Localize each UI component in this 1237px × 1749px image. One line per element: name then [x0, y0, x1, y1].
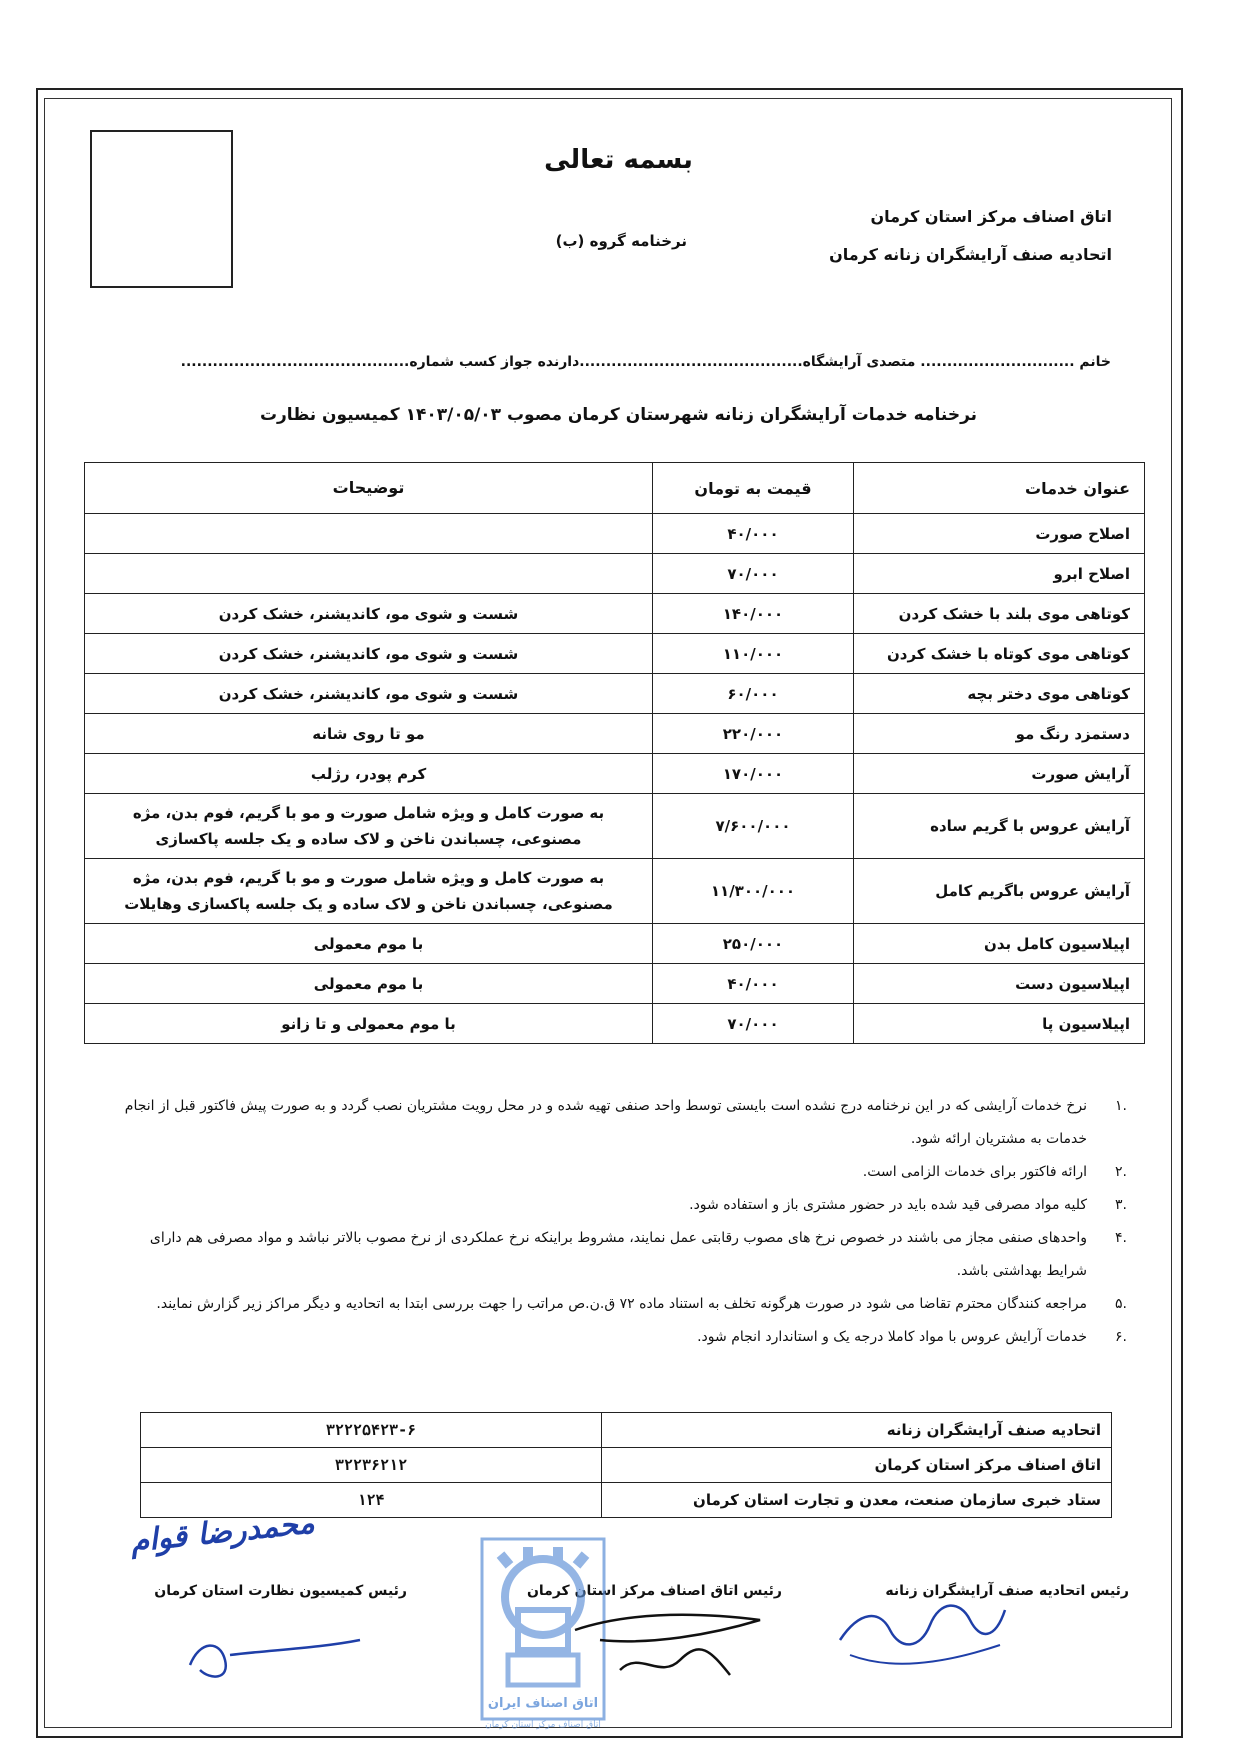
table-row — [85, 634, 1145, 674]
service-cell: اپیلاسیون کامل بدن — [854, 924, 1145, 964]
price-cell: ۴۰/۰۰۰ — [653, 514, 854, 554]
table-row — [85, 794, 1145, 859]
note-text: نرخ خدمات آرایشی که در این نرخنامه درج نشده است بایستی توسط واحد صنفی تهیه شده و در محل رویت مشتریان نصب گردد و به صورت پیش فاکتور قبل از انجام خدمات به مشتریان ارائه شود. — [124, 1098, 1087, 1147]
service-cell: آرایش صورت — [854, 754, 1145, 794]
service-cell: کوتاهی موی بلند با خشک کردن — [854, 594, 1145, 634]
table-row — [85, 859, 1145, 924]
list-item — [107, 1321, 1127, 1354]
price-cell: ۷۰/۰۰۰ — [653, 1004, 854, 1044]
list-item — [107, 1090, 1127, 1156]
price-cell: ۴۰/۰۰۰ — [653, 964, 854, 1004]
price-cell: ۱۱/۳۰۰/۰۰۰ — [653, 859, 854, 924]
note-text: مراجعه کنندگان محترم تقاضا می شود در صورت هرگونه تخلف به استناد ماده ۷۲ ق.ن.ص مراتب را جهت بررسی ابتدا به اتحادیه و دیگر مراکز زیر گزارش نمایند. — [156, 1296, 1087, 1312]
description-cell: با موم معمولی و تا زانو — [85, 1004, 653, 1044]
union-head-signature-icon — [820, 1570, 1020, 1680]
price-cell: ۱۴۰/۰۰۰ — [653, 594, 854, 634]
list-item — [107, 1222, 1127, 1288]
note-number: .۶ — [1115, 1329, 1127, 1345]
group-label: نرخنامه گروه (ب) — [555, 232, 687, 250]
contact-number: ۳۲۲۲۵۴۲۳-۶ — [141, 1413, 602, 1448]
list-item — [107, 1189, 1127, 1222]
description-cell: شست و شوی مو، کاندیشنر، خشک کردن — [85, 594, 653, 634]
stamp-text: اتاق اصناف ایران — [487, 1696, 599, 1711]
commission-head-signature-icon — [170, 1620, 370, 1690]
header-description: توضیحات — [85, 463, 653, 514]
bismillah-heading: بسمه تعالی — [544, 145, 693, 175]
org-line-2: اتحادیه صنف آرایشگران زنانه کرمان — [829, 245, 1112, 264]
service-cell: اپیلاسیون دست — [854, 964, 1145, 1004]
list-item — [107, 1156, 1127, 1189]
service-cell: اصلاح ابرو — [854, 554, 1145, 594]
note-number: .۴ — [1115, 1230, 1127, 1246]
note-number: .۵ — [1115, 1296, 1127, 1312]
note-number: .۱ — [1115, 1098, 1127, 1114]
table-row — [85, 924, 1145, 964]
contacts-table — [140, 1412, 1112, 1518]
description-cell: با موم معمولی — [85, 964, 653, 1004]
description-cell: کرم پودر، رژلب — [85, 754, 653, 794]
service-cell: کوتاهی موی کوتاه با خشک کردن — [854, 634, 1145, 674]
price-cell: ۱۷۰/۰۰۰ — [653, 754, 854, 794]
list-item — [107, 1288, 1127, 1321]
chamber-head-label: رئیس اتاق اصناف مرکز استان کرمان — [526, 1583, 782, 1599]
table-row — [85, 714, 1145, 754]
contact-number: ۱۲۴ — [141, 1483, 602, 1518]
description-cell: مو تا روی شانه — [85, 714, 653, 754]
table-row — [85, 554, 1145, 594]
table-row — [85, 754, 1145, 794]
description-cell — [85, 514, 653, 554]
note-number: .۲ — [1115, 1164, 1127, 1180]
price-cell: ۱۱۰/۰۰۰ — [653, 634, 854, 674]
union-head-label: رئیس اتحادیه صنف آرایشگران زنانه — [885, 1583, 1129, 1599]
description-cell: با موم معمولی — [85, 924, 653, 964]
price-cell: ۶۰/۰۰۰ — [653, 674, 854, 714]
service-cell: دستمزد رنگ مو — [854, 714, 1145, 754]
service-cell: آرایش عروس با گریم ساده — [854, 794, 1145, 859]
stamp-subtext: اتاق اصناف مرکز استان کرمان — [485, 1720, 601, 1730]
price-cell: ۲۲۰/۰۰۰ — [653, 714, 854, 754]
org-header — [829, 198, 1112, 274]
note-number: .۳ — [1115, 1197, 1127, 1213]
description-cell: به صورت کامل و ویژه شامل صورت و مو با گریم، فوم بدن، مژه مصنوعی، چسباندن ناخن و لاک ساده و یک جلسه پاکسازی — [85, 794, 653, 859]
document-title: نرخنامه خدمات آرایشگران زنانه شهرستان کرمان مصوب ۱۴۰۳/۰۵/۰۳ کمیسیون نظارت — [259, 405, 978, 425]
table-row — [85, 594, 1145, 634]
price-table — [84, 462, 1145, 1044]
description-cell: شست و شوی مو، کاندیشنر، خشک کردن — [85, 674, 653, 714]
chamber-head-signature-icon — [560, 1590, 790, 1700]
table-row — [85, 964, 1145, 1004]
service-cell: آرایش عروس باگریم کامل — [854, 859, 1145, 924]
table-row — [85, 674, 1145, 714]
contact-org: ستاد خبری سازمان صنعت، معدن و تجارت استان کرمان — [602, 1483, 1112, 1518]
note-text: ارائه فاکتور برای خدمات الزامی است. — [862, 1164, 1087, 1180]
handwritten-name: محمدرضا قوام — [128, 1505, 317, 1560]
notes-list — [107, 1090, 1127, 1354]
table-row — [85, 1004, 1145, 1044]
note-text: کلیه مواد مصرفی قید شده باید در حضور مشتری باز و استفاده شود. — [689, 1197, 1087, 1213]
table-row — [141, 1448, 1112, 1483]
description-cell — [85, 554, 653, 594]
price-cell: ۷۰/۰۰۰ — [653, 554, 854, 594]
description-cell: به صورت کامل و ویژه شامل صورت و مو با گریم، فوم بدن، مژه مصنوعی، چسباندن ناخن و لاک ساده و یک جلسه پاکسازی وهایلات — [85, 859, 653, 924]
header-service: عنوان خدمات — [854, 463, 1145, 514]
note-text: خدمات آرایش عروس با مواد کاملا درجه یک و استاندارد انجام شود. — [697, 1329, 1087, 1345]
table-header-row — [85, 463, 1145, 514]
note-text: واحدهای صنفی مجاز می باشند در خصوص نرخ های مصوب رقابتی عمل نمایند، مشروط براینکه نرخ عملکردی از نرخ مصوب بالاتر نباشد و مواد مصرفی هم دارای شرایط بهداشتی باشد. — [149, 1230, 1087, 1279]
contact-number: ۳۲۲۳۶۲۱۲ — [141, 1448, 602, 1483]
contact-org: اتحادیه صنف آرایشگران زنانه — [602, 1413, 1112, 1448]
service-cell: اصلاح صورت — [854, 514, 1145, 554]
owner-line: خانم ............................. متصدی آرایشگاه..........................................دارنده جواز کسب شماره........................................... — [180, 354, 1111, 370]
header-price: قیمت به تومان — [653, 463, 854, 514]
price-cell: ۲۵۰/۰۰۰ — [653, 924, 854, 964]
table-row — [85, 514, 1145, 554]
price-cell: ۷/۶۰۰/۰۰۰ — [653, 794, 854, 859]
service-cell: کوتاهی موی دختر بچه — [854, 674, 1145, 714]
commission-head-label: رئیس کمیسیون نظارت استان کرمان — [154, 1583, 407, 1599]
contact-org: اتاق اصناف مرکز استان کرمان — [602, 1448, 1112, 1483]
description-cell: شست و شوی مو، کاندیشنر، خشک کردن — [85, 634, 653, 674]
org-line-1: اتاق اصناف مرکز استان کرمان — [870, 207, 1112, 226]
table-row — [141, 1413, 1112, 1448]
service-cell: اپیلاسیون پا — [854, 1004, 1145, 1044]
